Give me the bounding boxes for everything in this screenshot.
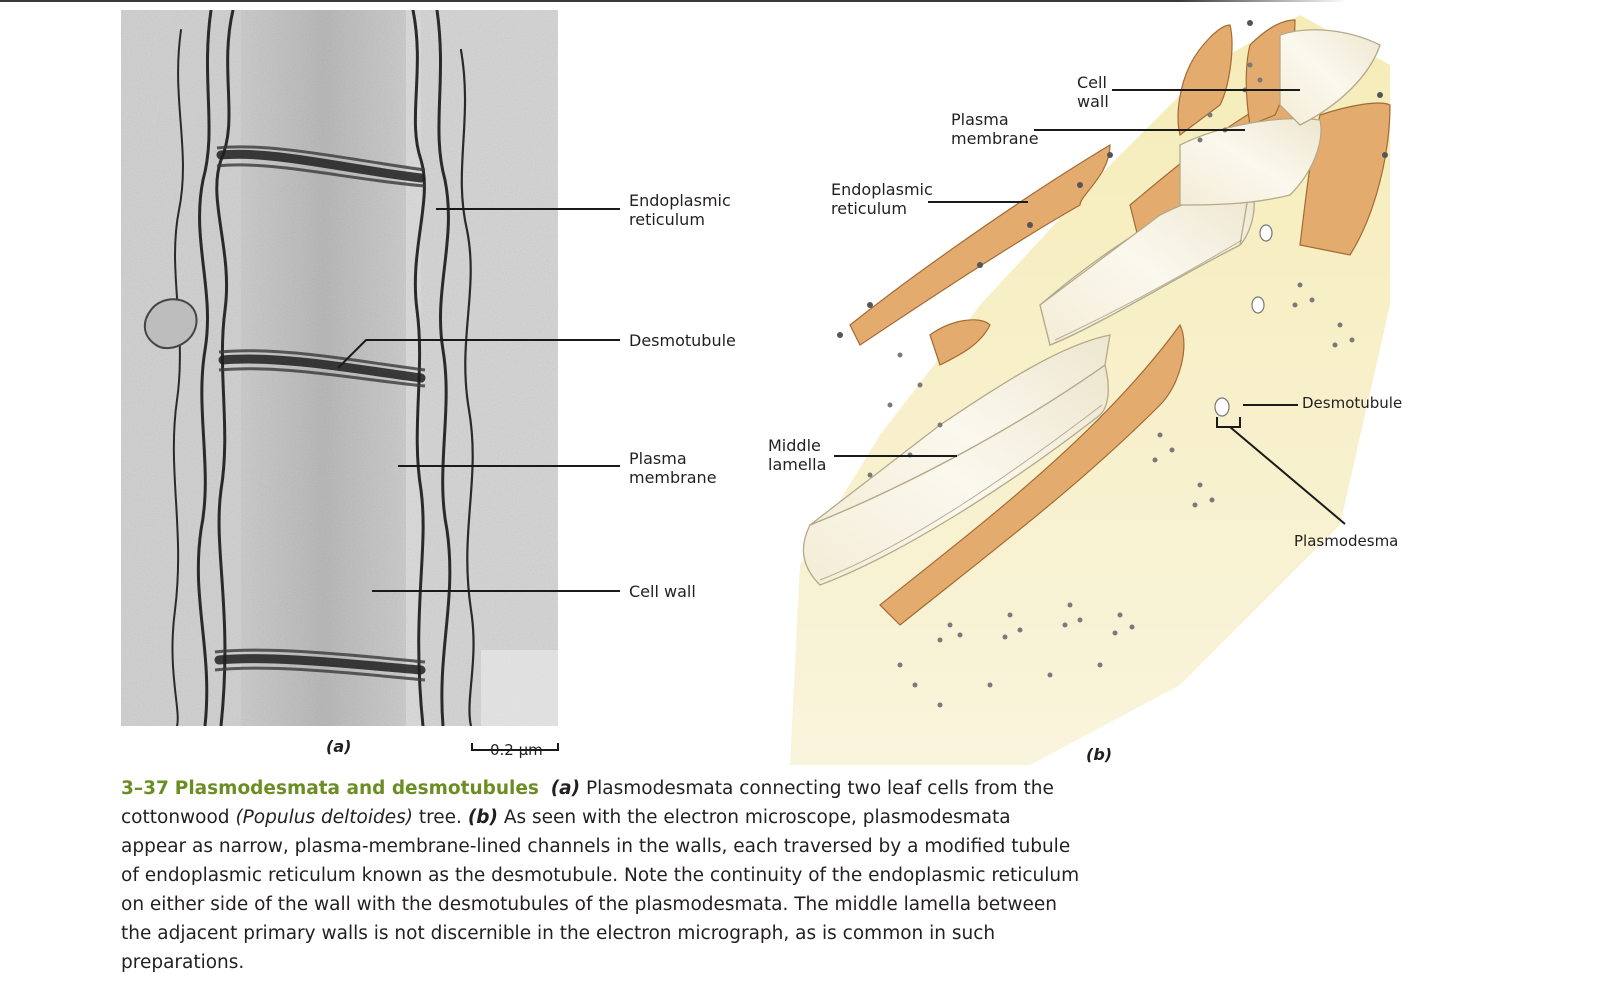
figure-number: 3–37	[121, 778, 169, 799]
label-b-middle-lamella: Middle lamella	[768, 436, 827, 474]
label-b-plasma-membrane: Plasma membrane	[951, 110, 1039, 148]
caption-text-a1: Plasmodesmata connecting two leaf cells from the cottonwood	[121, 778, 1054, 828]
caption-species: (Populus deltoides)	[235, 807, 413, 828]
caption-part-a: (a)	[550, 778, 581, 799]
plasmodesmata-illustration	[780, 5, 1440, 765]
figure-title: Plasmodesmata and desmotubules	[174, 778, 539, 799]
label-a-cell-wall: Cell wall	[629, 582, 696, 601]
panel-a-letter: (a)	[326, 737, 352, 756]
figure-caption	[121, 774, 1081, 977]
label-b-plasmodesma: Plasmodesma	[1294, 532, 1399, 550]
caption-text-b: As seen with the electron microscope, plasmodesmata appear as narrow, plasma-membrane-lined channels in the walls, each traversed by a modified tubule of endoplasmic reticulum known as the desmotubule. Note the continuity of the endoplasmic reticulum on either side of the wall with the desmotubules of the plasmodesmata. The middle lamella between the adjacent primary walls is not discernible in the electron micrograph, as is common in such preparations.	[121, 807, 1080, 973]
label-a-plasma-membrane: Plasma membrane	[629, 449, 717, 487]
caption-part-b: (b)	[467, 807, 498, 828]
caption-text-a2: tree.	[412, 807, 468, 828]
label-b-endoplasmic-reticulum: Endoplasmic reticulum	[831, 180, 933, 218]
panel-b-letter: (b)	[1086, 745, 1113, 764]
label-a-desmotubule: Desmotubule	[629, 331, 736, 350]
label-b-cell-wall: Cell wall	[1077, 73, 1109, 111]
label-b-desmotubule: Desmotubule	[1302, 394, 1403, 412]
label-a-endoplasmic-reticulum: Endoplasmic reticulum	[629, 191, 731, 229]
electron-micrograph	[121, 10, 558, 726]
scale-bar-label: 0.2 μm	[490, 741, 543, 759]
